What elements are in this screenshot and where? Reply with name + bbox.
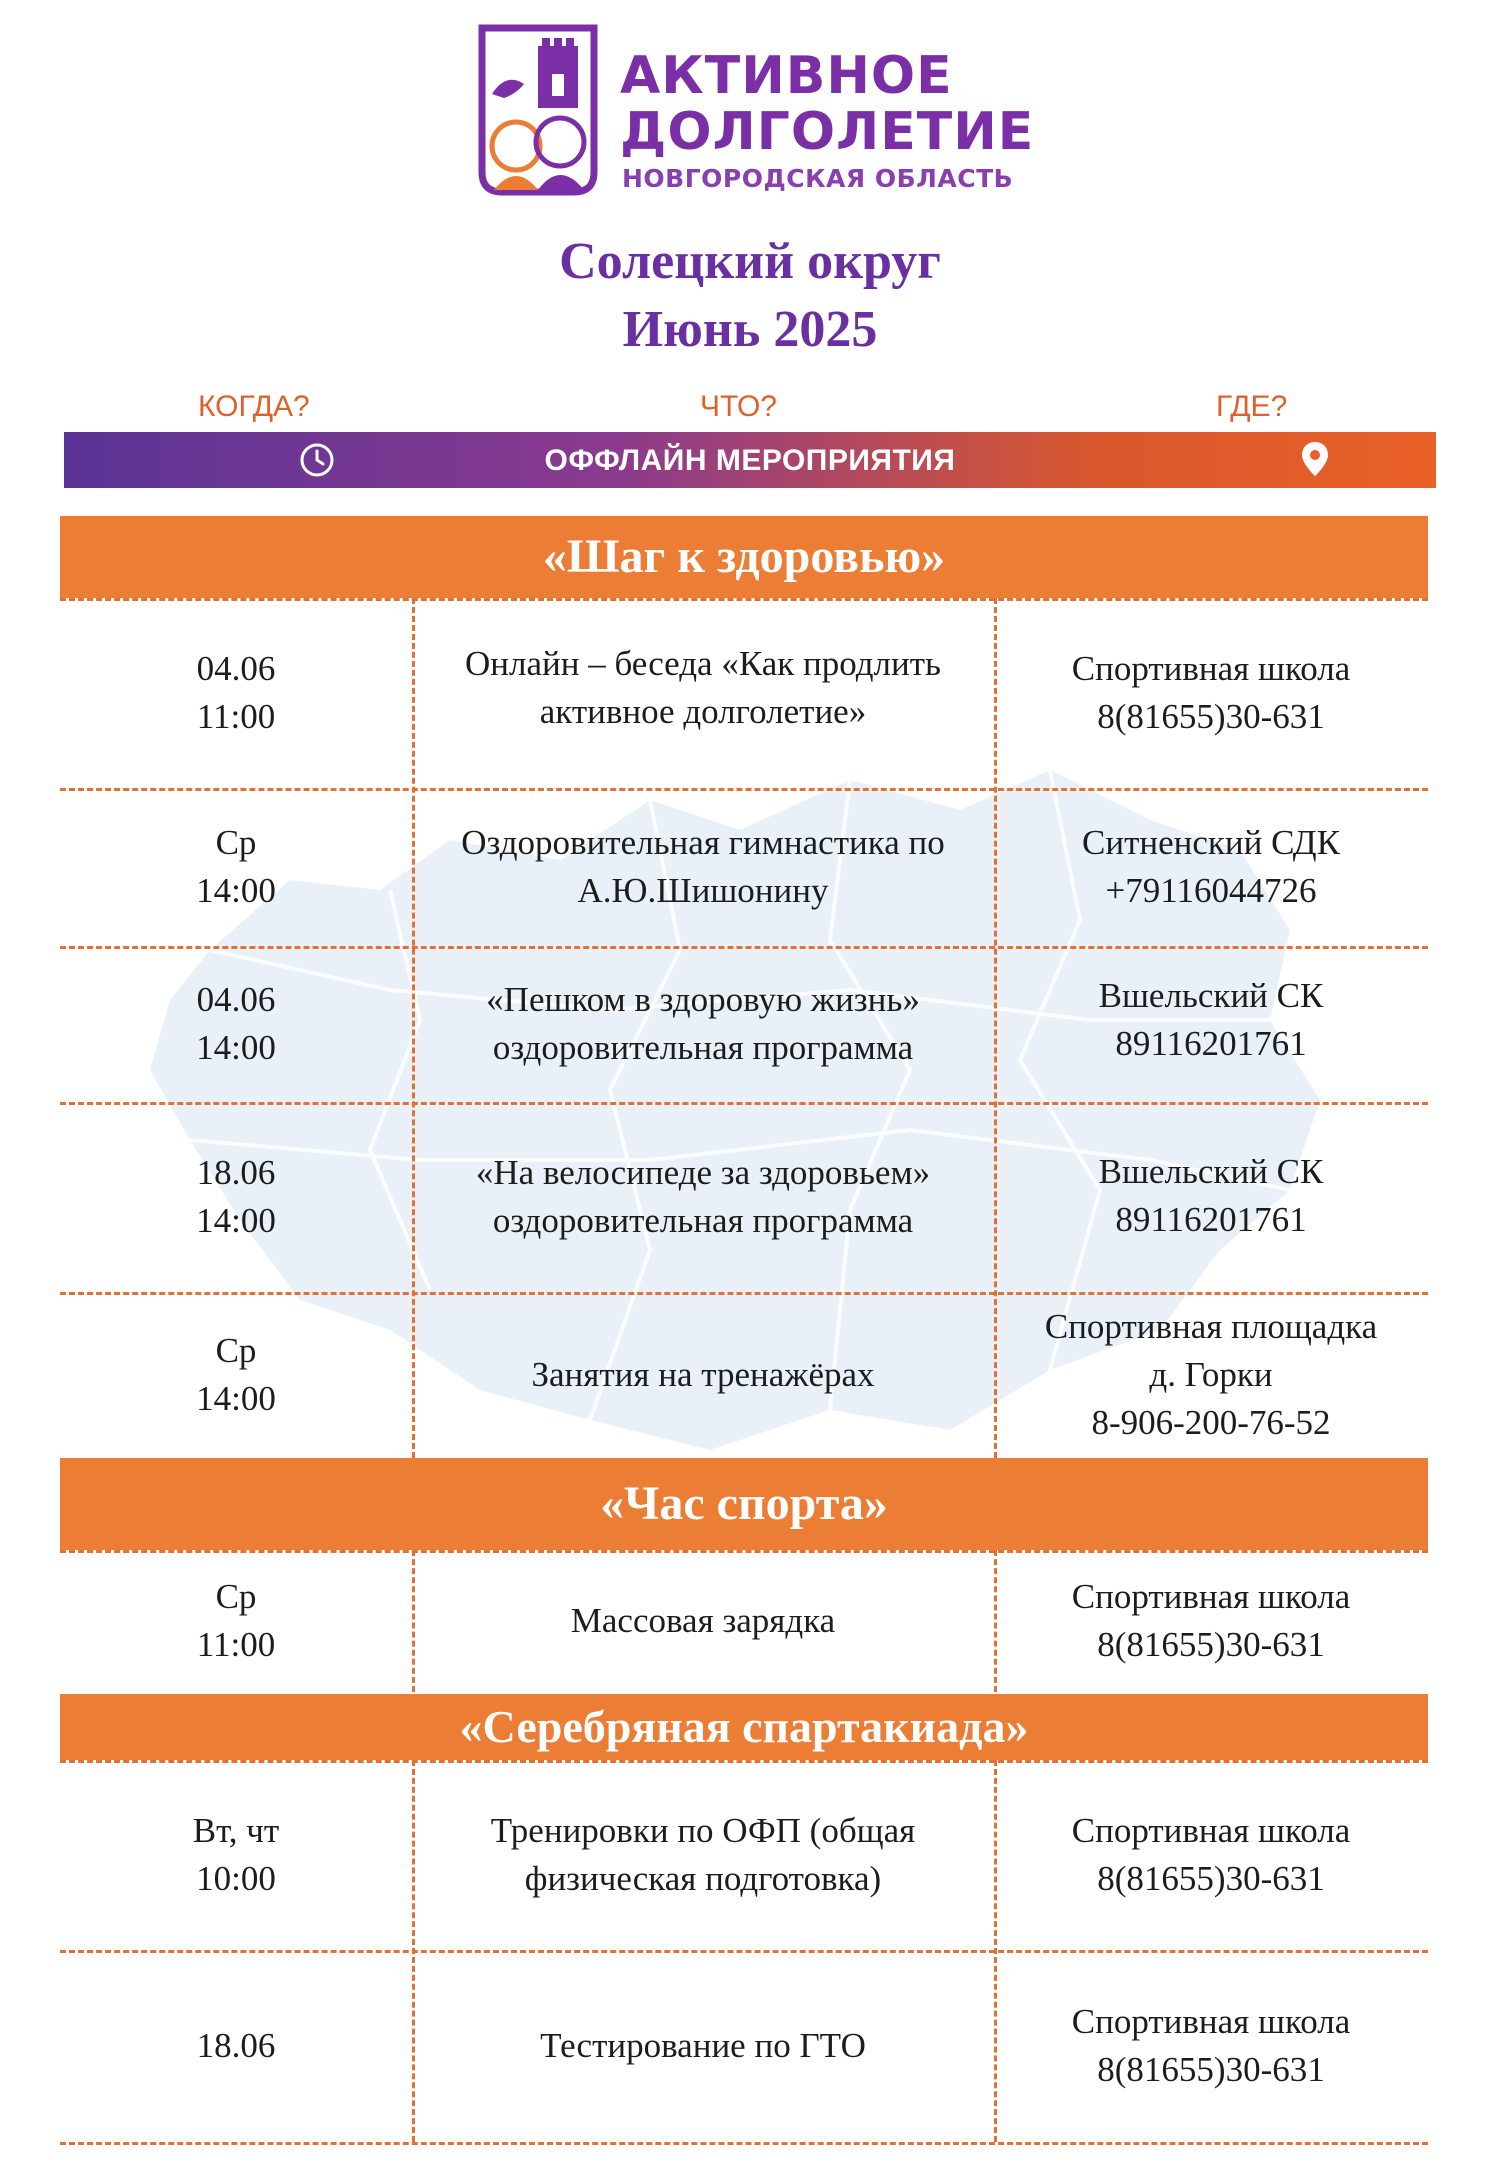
event-where: Спортивная школа 8(81655)30-631 (1071, 649, 1351, 736)
logo (476, 22, 1036, 202)
section-title: «Шаг к здоровью» (542, 530, 946, 583)
event-where: Вшельский СК 89116201761 (1098, 976, 1324, 1063)
banner-label: ОФФЛАЙН МЕРОПРИЯТИЯ (544, 444, 956, 477)
section-header-silver-spartakiad (60, 1694, 1428, 1760)
table-row (60, 1760, 1428, 1950)
column-label-when: КОГДА? (198, 390, 310, 423)
event-when: 04.06 11:00 (196, 649, 276, 736)
logo-title-line1: АКТИВНОЕ (620, 46, 953, 106)
event-what: «Пешком в здоровую жизнь» оздоровительная программа (486, 980, 920, 1067)
event-when: Ср 14:00 (196, 823, 276, 910)
event-when: 04.06 14:00 (196, 980, 276, 1067)
table-row (60, 1550, 1428, 1692)
offline-events-banner (64, 432, 1436, 488)
table-row (60, 1102, 1428, 1292)
logo-title-line2: ДОЛГОЛЕТИЕ (620, 102, 1035, 162)
column-label-what: ЧТО? (700, 390, 777, 423)
event-what: Тренировки по ОФП (общая физическая подготовка) (490, 1811, 916, 1898)
column-divider (994, 1760, 997, 2142)
column-label-where: ГДЕ? (1216, 390, 1288, 423)
section-title: «Серебряная спартакиада» (459, 1701, 1029, 1752)
page-title-month: Июнь 2025 (622, 301, 878, 358)
event-where: Вшельский СК 89116201761 (1098, 1152, 1324, 1239)
section-header-sport-hour (60, 1458, 1428, 1550)
event-when: 18.06 14:00 (196, 1153, 276, 1240)
section-header-step-to-health (60, 516, 1428, 598)
column-divider (412, 1550, 415, 1692)
event-where: Спортивная школа 8(81655)30-631 (1071, 1577, 1351, 1664)
section-title: «Час спорта» (600, 1477, 888, 1530)
event-where: Спортивная школа 8(81655)30-631 (1071, 1811, 1351, 1898)
event-where: Ситненский СДК +79116044726 (1082, 823, 1340, 910)
event-where: Спортивная площадка д. Горки 8-906-200-76-52 (1044, 1307, 1378, 1442)
event-what: «На велосипеде за здоровьем» оздоровительная программа (475, 1153, 931, 1240)
table-row (60, 1292, 1428, 1458)
event-when: 18.06 (196, 2026, 276, 2065)
page-title-district: Солецкий округ (559, 233, 941, 290)
table-row (60, 598, 1428, 788)
column-divider (994, 598, 997, 1458)
event-what: Тестирование по ГТО (540, 2026, 866, 2065)
table-row (60, 946, 1428, 1102)
event-what: Оздоровительная гимнастика по А.Ю.Шишонину (461, 823, 945, 910)
logo-emblem-icon (476, 22, 600, 198)
logo-subtitle: НОВГОРОДСКАЯ ОБЛАСТЬ (622, 164, 1014, 193)
table-row (60, 788, 1428, 946)
event-what: Онлайн – беседа «Как продлить активное долголетие» (464, 644, 941, 731)
map-pin-icon (1300, 440, 1330, 478)
column-divider (412, 1760, 415, 2142)
event-where: Спортивная школа 8(81655)30-631 (1071, 2002, 1351, 2089)
event-when: Ср 11:00 (196, 1577, 276, 1664)
table-row (60, 1950, 1428, 2142)
event-what: Массовая зарядка (570, 1601, 836, 1640)
row-divider (60, 2142, 1428, 2145)
event-when: Ср 14:00 (196, 1331, 276, 1418)
column-divider (412, 598, 415, 1458)
event-what: Занятия на тренажёрах (531, 1355, 875, 1394)
event-when: Вт, чт 10:00 (192, 1811, 280, 1898)
column-divider (994, 1550, 997, 1692)
